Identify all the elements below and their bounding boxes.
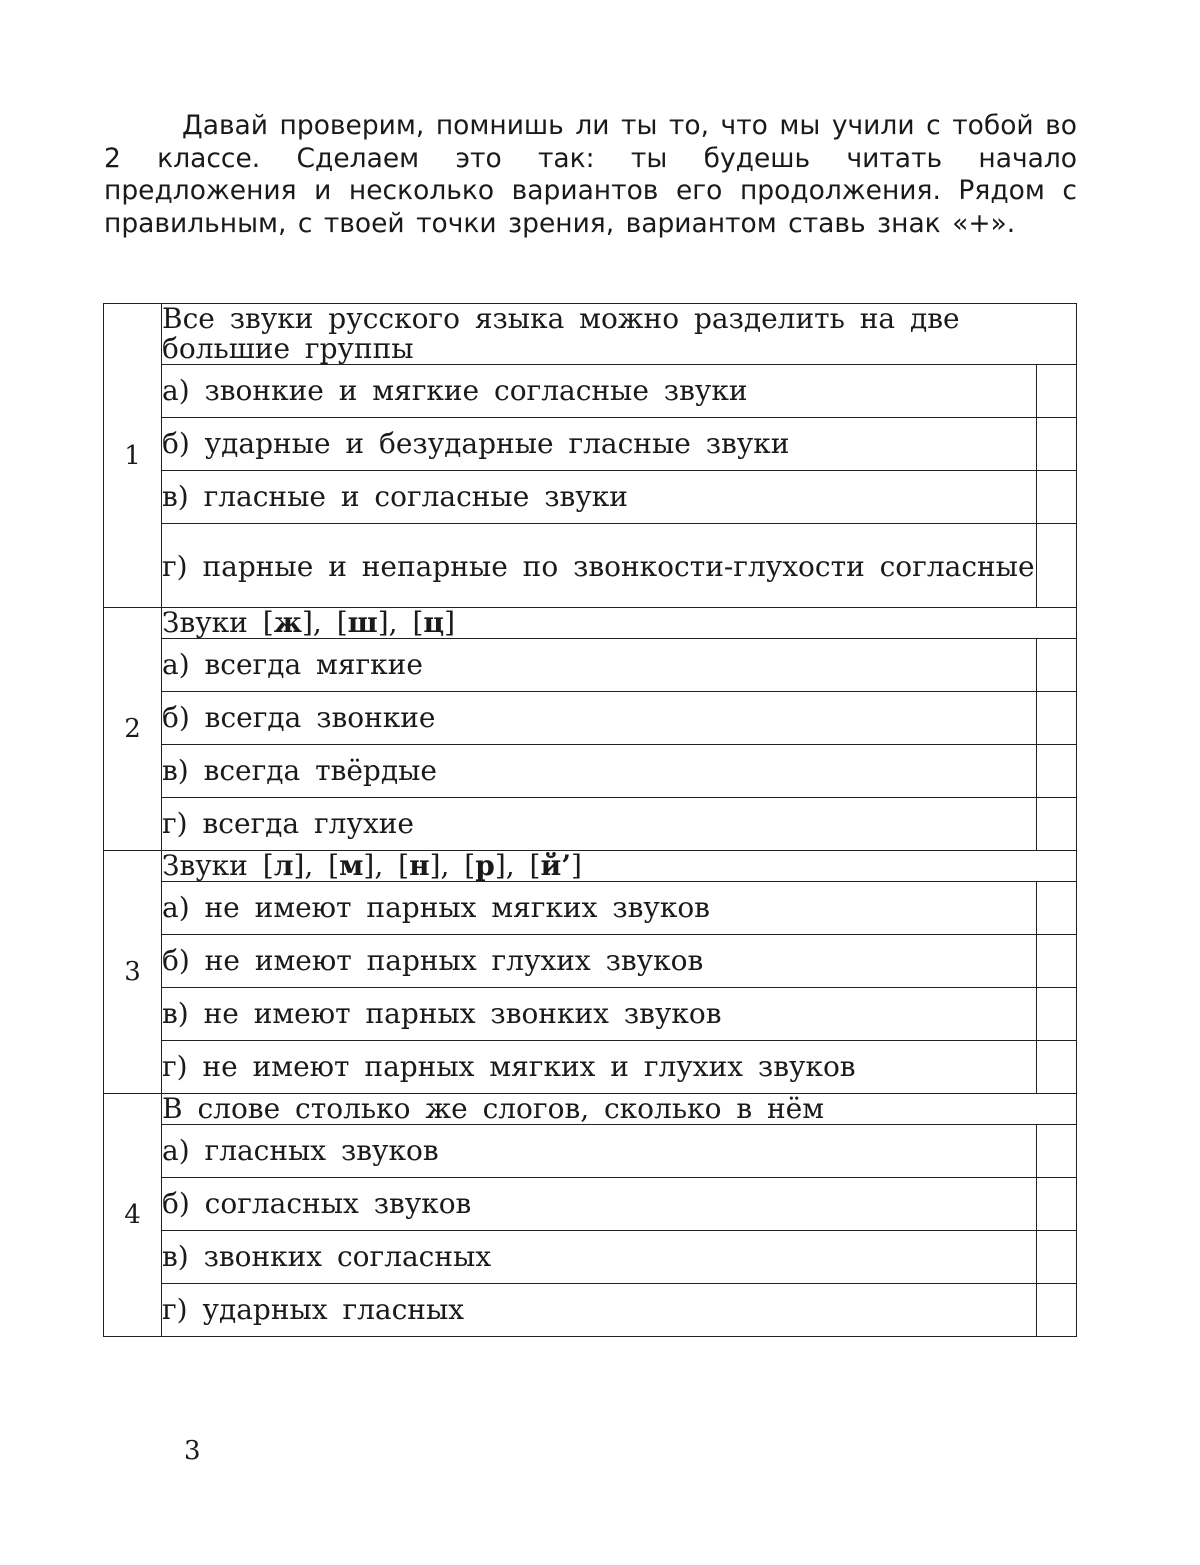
answer-box[interactable]	[1036, 365, 1076, 418]
sound-symbol: м	[339, 849, 364, 882]
question-number: 4	[104, 1094, 162, 1337]
option-text: б) ударные и безударные гласные звуки	[162, 418, 1037, 471]
option-row	[104, 1125, 1077, 1178]
option-row	[104, 988, 1077, 1041]
answer-box[interactable]	[1036, 471, 1076, 524]
option-text: г) всегда глухие	[162, 798, 1037, 851]
option-row	[104, 418, 1077, 471]
option-row	[104, 1231, 1077, 1284]
option-text: в) гласные и согласные звуки	[162, 471, 1037, 524]
answer-box[interactable]	[1036, 798, 1076, 851]
option-row	[104, 524, 1077, 608]
sound-symbol: л	[273, 849, 294, 882]
option-row	[104, 1284, 1077, 1337]
question-text: Звуки [л], [м], [н], [р], [й’]	[162, 851, 1077, 882]
answer-box[interactable]	[1036, 935, 1076, 988]
option-text: г) не имеют парных мягких и глухих звуков	[162, 1041, 1037, 1094]
option-text: а) не имеют парных мягких звуков	[162, 882, 1037, 935]
sound-symbol: й’	[540, 849, 571, 882]
question-text: В слове столько же слогов, сколько в нём	[162, 1094, 1077, 1125]
sound-symbol: ц	[423, 606, 445, 639]
option-row	[104, 365, 1077, 418]
option-text: г) ударных гласных	[162, 1284, 1037, 1337]
answer-box[interactable]	[1036, 639, 1076, 692]
answer-box[interactable]	[1036, 745, 1076, 798]
answer-box[interactable]	[1036, 882, 1076, 935]
question-text: Звуки [ж], [ш], [ц]	[162, 608, 1077, 639]
option-row	[104, 1041, 1077, 1094]
option-row	[104, 745, 1077, 798]
option-row	[104, 692, 1077, 745]
page-number: 3	[184, 1436, 201, 1466]
answer-box[interactable]	[1036, 524, 1076, 608]
answer-box[interactable]	[1036, 1284, 1076, 1337]
option-text: в) всегда твёрдые	[162, 745, 1037, 798]
quiz-table	[103, 303, 1077, 1337]
answer-box[interactable]	[1036, 988, 1076, 1041]
question-text: Все звуки русского языка можно разделить на две большие группы	[162, 304, 1077, 365]
option-text: а) звонкие и мягкие согласные звуки	[162, 365, 1037, 418]
question-row	[104, 851, 1077, 882]
option-row	[104, 639, 1077, 692]
question-prefix: Звуки	[162, 849, 248, 882]
option-text: а) всегда мягкие	[162, 639, 1037, 692]
question-number: 3	[104, 851, 162, 1094]
instructions-text: Давай проверим, помнишь ли ты то, что мы учили с тобой во 2 классе. Сделаем это так: ты будешь читать начало предложения и несколько вариантов его продолжения. Рядом с правильным, с твоей точки зрения, вариантом ставь знак «+».	[104, 110, 1077, 239]
question-number: 1	[104, 304, 162, 608]
answer-box[interactable]	[1036, 418, 1076, 471]
answer-box[interactable]	[1036, 1125, 1076, 1178]
option-row	[104, 935, 1077, 988]
option-row	[104, 798, 1077, 851]
answer-box[interactable]	[1036, 692, 1076, 745]
sound-symbol: н	[409, 849, 430, 882]
answer-box[interactable]	[1036, 1041, 1076, 1094]
question-prefix: Звуки	[162, 606, 248, 639]
option-text: в) не имеют парных звонких звуков	[162, 988, 1037, 1041]
option-text: б) согласных звуков	[162, 1178, 1037, 1231]
option-text: в) звонких согласных	[162, 1231, 1037, 1284]
option-text: г) парные и непарные по звонкости-глухости согласные	[162, 524, 1037, 608]
question-row	[104, 304, 1077, 365]
question-number: 2	[104, 608, 162, 851]
question-row	[104, 1094, 1077, 1125]
option-row	[104, 471, 1077, 524]
option-text: б) не имеют парных глухих звуков	[162, 935, 1037, 988]
option-text: а) гласных звуков	[162, 1125, 1037, 1178]
option-row	[104, 1178, 1077, 1231]
answer-box[interactable]	[1036, 1178, 1076, 1231]
option-row	[104, 882, 1077, 935]
question-row	[104, 608, 1077, 639]
sound-symbol: ж	[273, 606, 302, 639]
sound-symbol: ш	[347, 606, 378, 639]
option-text: б) всегда звонкие	[162, 692, 1037, 745]
answer-box[interactable]	[1036, 1231, 1076, 1284]
sound-symbol: р	[475, 849, 495, 882]
